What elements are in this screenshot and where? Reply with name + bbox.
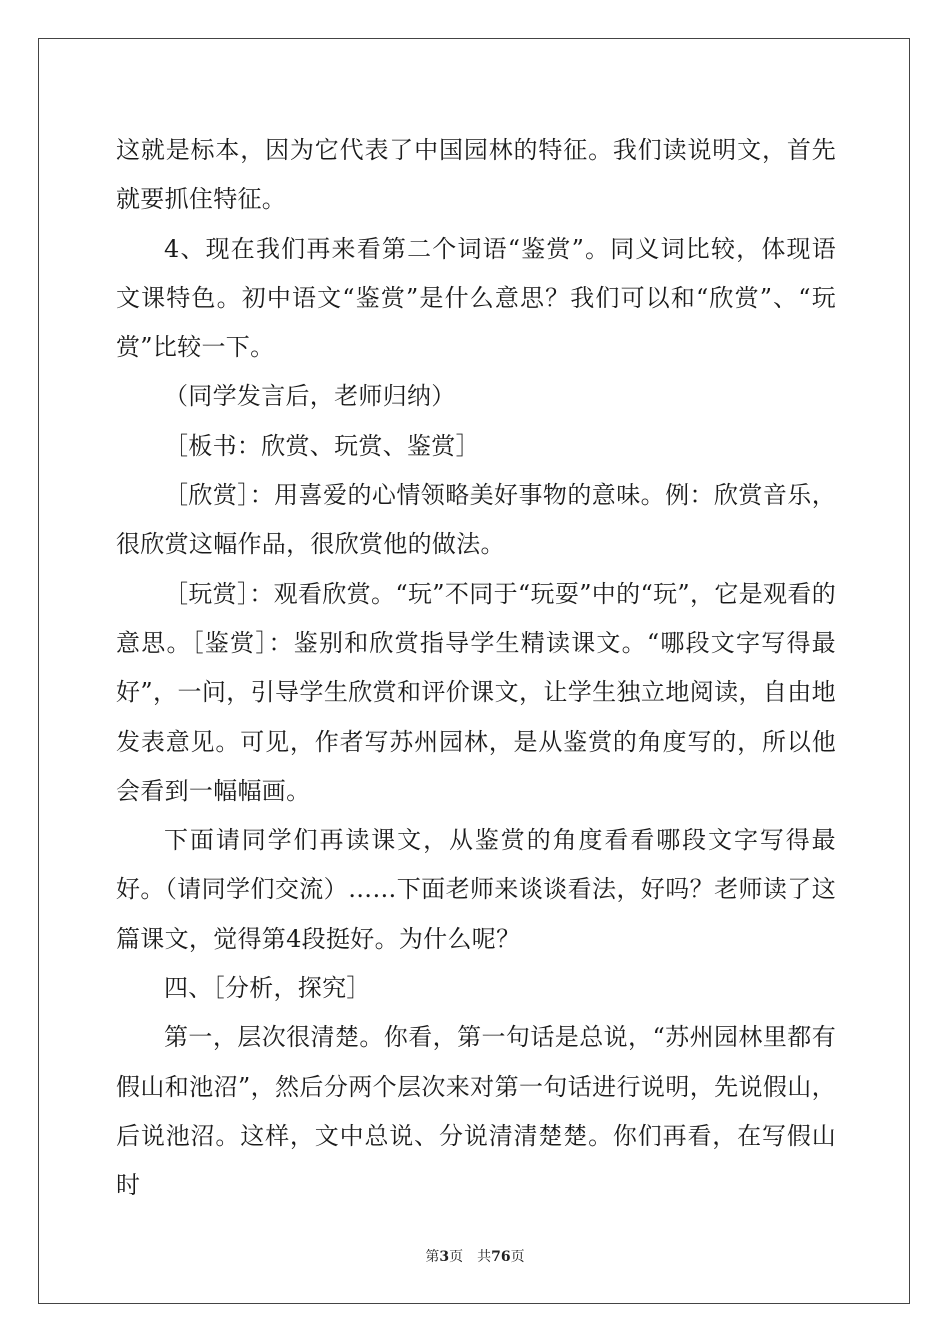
footer-page-suffix: 页	[449, 1249, 464, 1265]
paragraph: ［欣赏］：用喜爱的心情领略美好事物的意味。例：欣赏音乐，很欣赏这幅作品，很欣赏他的做法。	[116, 481, 836, 559]
document-body	[116, 126, 836, 1211]
paragraph: 这就是标本，因为它代表了中国园林的特征。我们读说明文，首先就要抓住特征。	[116, 136, 836, 214]
footer-total-suffix: 页	[510, 1249, 525, 1265]
paragraph: （同学发言后，老师归纳）	[164, 382, 456, 411]
paragraph: ［玩赏］：观看欣赏。“玩”不同于“玩耍”中的“玩”，它是观看的意思。［鉴赏］：鉴别和欣赏指导学生精读课文。“哪段文字写得最好”，一问，引导学生欣赏和评价课文，让学生独立地阅读，自由地发表意见。可见，作者写苏州园林，是从鉴赏的角度写的，所以他会看到一幅幅画。	[116, 579, 836, 805]
paragraph: ［板书：欣赏、玩赏、鉴赏］	[164, 431, 480, 460]
footer-total-prefix: 共	[477, 1249, 492, 1265]
paragraph: 四、［分析，探究］	[164, 974, 371, 1003]
footer-page-prefix: 第	[425, 1249, 440, 1265]
footer-total-pages: 76	[491, 1249, 511, 1265]
paragraph: 第一，层次很清楚。你看，第一句话是总说，“苏州园林里都有假山和池沼”，然后分两个层次来对第一句话进行说明，先说假山，后说池沼。这样，文中总说、分说清清楚楚。你们再看，在写假山时	[116, 1023, 836, 1200]
page-footer	[0, 1246, 950, 1266]
paragraph: 下面请同学们再读课文，从鉴赏的角度看看哪段文字写得最好。（请同学们交流）……下面老师来谈谈看法，好吗？老师读了这篇课文，觉得第4段挺好。为什么呢？	[116, 826, 836, 953]
footer-page-number: 3	[439, 1249, 450, 1265]
paragraph: 4、现在我们再来看第二个词语“鉴赏”。同义词比较，体现语文课特色。初中语文“鉴赏”是什么意思？我们可以和“欣赏”、“玩赏”比较一下。	[116, 234, 836, 362]
